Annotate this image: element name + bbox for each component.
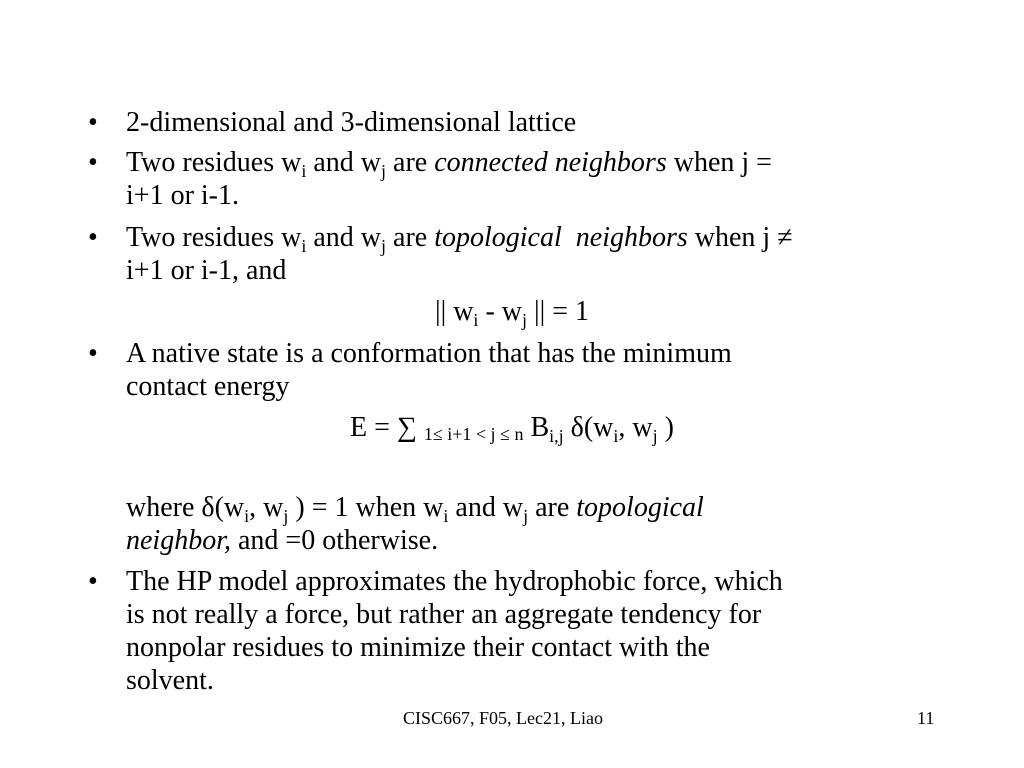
topological-term: topological (576, 492, 704, 523)
where-line-1: where $\delta(w_i$, $w_j$ ) = 1 when $w_i$ and $w_j$ are topological (126, 492, 704, 526)
bullet-1-text: 2-dimensional and 3-dimensional lattice (126, 107, 577, 138)
bullet-4-line-2: contact energy (126, 371, 290, 402)
bullet-3-line-2: i+1 or i-1, and (126, 255, 287, 286)
bullet-marker: • (88, 147, 98, 178)
where-line-2: neighbor, and =0 otherwise. (126, 525, 439, 556)
footer-course-label: CISC667, F05, Lec21, Liao (403, 708, 603, 728)
connected-neighbors-term: connected neighbors (434, 147, 667, 178)
distance-equation: || $w_i - w_j$ || = 1 (434, 296, 590, 330)
bullet-5-line-2: is not really a force, but rather an aggregate tendency for (126, 599, 762, 630)
topological-neighbors-term: topological neighbors (434, 222, 688, 253)
bullet-marker: • (88, 338, 98, 369)
footer-page-number: 11 (917, 708, 935, 728)
bullet-marker: • (88, 107, 98, 138)
energy-equation: E = ∑ 1≤ i+1 < j ≤ n $B_{i,j}$ $\delta(w_i$, $w_j$ ) (350, 412, 674, 446)
bullet-5-line-1: The HP model approximates the hydrophobic force, which (126, 566, 783, 597)
bullet-2-line-2: i+1 or i-1. (126, 180, 239, 211)
bullet-5-line-4: solvent. (126, 665, 214, 696)
bullet-marker: • (88, 222, 98, 253)
bullet-2-line-1: Two residues $w_i$ and $w_j$ are connected neighbors when j = (126, 147, 772, 181)
bullet-3-line-1: Two residues $w_i$ and $w_j$ are topological neighbors when j ≠ (126, 222, 793, 256)
bullet-4-line-1: A native state is a conformation that has the minimum (126, 338, 732, 369)
bullet-5-line-3: nonpolar residues to minimize their contact with the (126, 632, 710, 663)
bullet-marker: • (88, 566, 98, 597)
neighbor-term: neighbor, (126, 525, 231, 556)
